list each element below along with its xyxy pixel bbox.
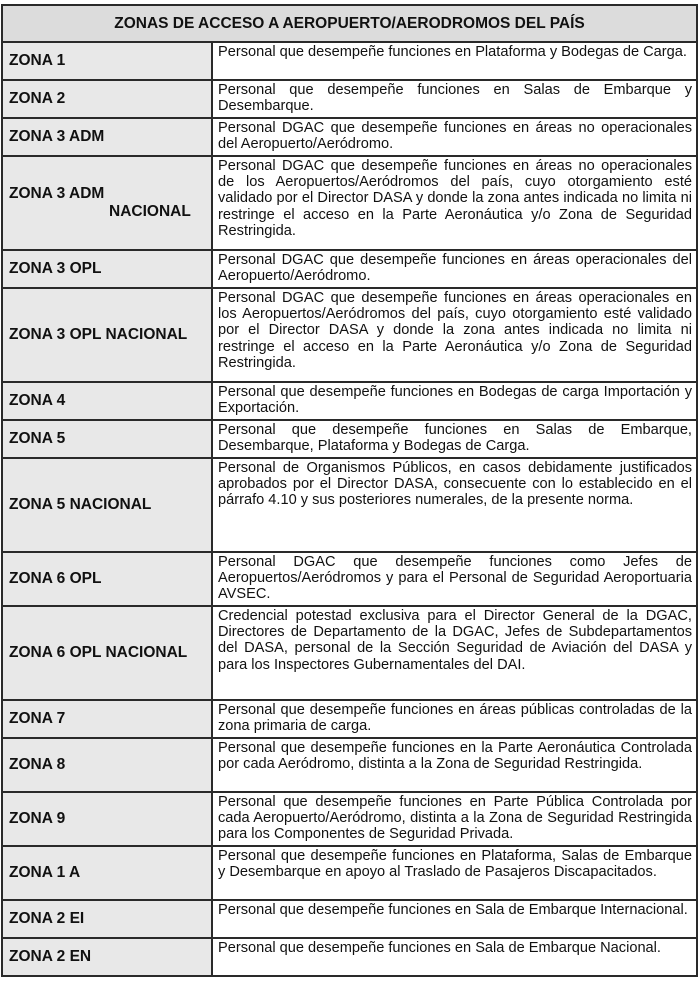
zone-description: Personal DGAC que desempeñe funciones en áreas no operacionales del Aeropuerto/Aeródromo. (212, 118, 697, 156)
zone-description: Personal DGAC que desempeñe funciones en áreas no operacionales de los Aeropuertos/Aeródromos del país, cuyo otorgamiento esté validado por el Director DASA y donde la zona antes indicada no limita ni restringe el acceso en la Parte Aeronáutica y/o Zona de Seguridad Restringida. (212, 156, 697, 250)
zone-name-cell (2, 792, 212, 846)
zone-name: ZONA 1 (9, 52, 66, 69)
zone-name: ZONA 5 NACIONAL (9, 496, 152, 513)
zone-description: Personal que desempeñe funciones en Plataforma, Salas de Embarque y Desembarque en apoyo al Traslado de Pasajeros Discapacitados. (212, 846, 697, 900)
zone-name: ZONA 8 (9, 756, 66, 773)
zone-name-cell (2, 382, 212, 420)
zone-description: Personal que desempeñe funciones en Salas de Embarque y Desembarque. (212, 80, 697, 118)
zone-description: Personal que desempeñe funciones en Plataforma y Bodegas de Carga. (212, 42, 697, 80)
zone-name-cell (2, 900, 212, 938)
table-row (2, 606, 697, 700)
table-row (2, 552, 697, 606)
table-row (2, 250, 697, 288)
zone-name: ZONA 6 OPL (9, 570, 102, 587)
zone-description: Personal que desempeñe funciones en Bodegas de carga Importación y Exportación. (212, 382, 697, 420)
zone-name: ZONA 2 EI (9, 910, 85, 927)
zone-name-cell (2, 288, 212, 382)
zone-name-cell (2, 80, 212, 118)
table-row (2, 458, 697, 552)
zone-name-cell (2, 846, 212, 900)
zone-description: Credencial potestad exclusiva para el Director General de la DGAC, Directores de Departamento de la DGAC, Jefes de Subdepartamentos del DASA, personal de la Sección Seguridad de Aviación del DASA y para los Inspectores Gubernamentales del DAI. (212, 606, 697, 700)
zone-description: Personal que desempeñe funciones en la Parte Aeronáutica Controlada por cada Aeródromo, distinta a la Zona de Seguridad Restringida. (212, 738, 697, 792)
table-row (2, 288, 697, 382)
zone-name: ZONA 3 ADM (9, 185, 105, 202)
zone-name: ZONA 3 ADM (9, 128, 105, 145)
zone-name-cell (2, 156, 212, 250)
zones-table (1, 4, 698, 977)
zone-name: ZONA 3 OPL NACIONAL (9, 326, 188, 343)
zone-name: ZONA 6 OPL NACIONAL (9, 644, 188, 661)
zone-name: ZONA 2 EN (9, 948, 92, 965)
zone-description: Personal que desempeñe funciones en Parte Pública Controlada por cada Aeropuerto/Aeródromo, distinta a la Zona de Seguridad Restringida para los Componentes de Seguridad Privada. (212, 792, 697, 846)
zone-description: Personal de Organismos Públicos, en casos debidamente justificados aprobados por el Director DASA, consecuente con lo establecido en el párrafo 4.10 y sus posteriores numerales, de la presente norma. (212, 458, 697, 552)
zone-name-cell (2, 458, 212, 552)
table-title: ZONAS DE ACCESO A AEROPUERTO/AERODROMOS DEL PAÍS (2, 5, 697, 42)
zone-name-cell (2, 42, 212, 80)
zone-name-cell (2, 938, 212, 976)
zone-description: Personal que desempeñe funciones en Sala de Embarque Nacional. (212, 938, 697, 976)
zone-name-cell (2, 606, 212, 700)
table-row (2, 900, 697, 938)
zone-description: Personal DGAC que desempeñe funciones en áreas operacionales en los Aeropuertos/Aeródromos del país, cuyo otorgamiento esté validado por el Director DASA y donde la zona antes indicada no limita ni restringe el acceso en la Parte Aeronáutica y/o Zona de Seguridad Restringida. (212, 288, 697, 382)
table-row (2, 80, 697, 118)
table-row (2, 738, 697, 792)
zone-name: ZONA 2 (9, 90, 66, 107)
table-row (2, 42, 697, 80)
zone-name: ZONA 4 (9, 392, 66, 409)
zone-description: Personal que desempeñe funciones en Sala de Embarque Internacional. (212, 900, 697, 938)
table-row (2, 118, 697, 156)
table-row (2, 420, 697, 458)
zone-description: Personal DGAC que desempeñe funciones en áreas operacionales del Aeropuerto/Aeródromo. (212, 250, 697, 288)
table-row (2, 382, 697, 420)
zone-description: Personal DGAC que desempeñe funciones como Jefes de Aeropuertos/Aeródromos y para el Personal de Seguridad Aeroportuaria AVSEC. (212, 552, 697, 606)
zone-description: Personal que desempeñe funciones en Salas de Embarque, Desembarque, Plataforma y Bodegas de Carga. (212, 420, 697, 458)
zone-name: ZONA 5 (9, 430, 66, 447)
table-row (2, 792, 697, 846)
zone-name-cell (2, 700, 212, 738)
zone-name-cell (2, 552, 212, 606)
table-row (2, 700, 697, 738)
table-row (2, 846, 697, 900)
zone-name: ZONA 9 (9, 810, 66, 827)
zone-name: ZONA 1 A (9, 864, 81, 881)
zone-name-cell (2, 738, 212, 792)
table-row (2, 938, 697, 976)
zone-name-cell (2, 250, 212, 288)
zone-name: ZONA 7 (9, 710, 66, 727)
table-header-row (2, 5, 697, 42)
zone-name-cell (2, 118, 212, 156)
zone-name: ZONA 3 OPL (9, 260, 102, 277)
zone-name-line2: NACIONAL (109, 203, 191, 220)
zone-name-cell (2, 420, 212, 458)
table-row (2, 156, 697, 250)
table-body (2, 42, 697, 976)
zone-description: Personal que desempeñe funciones en áreas públicas controladas de la zona primaria de carga. (212, 700, 697, 738)
